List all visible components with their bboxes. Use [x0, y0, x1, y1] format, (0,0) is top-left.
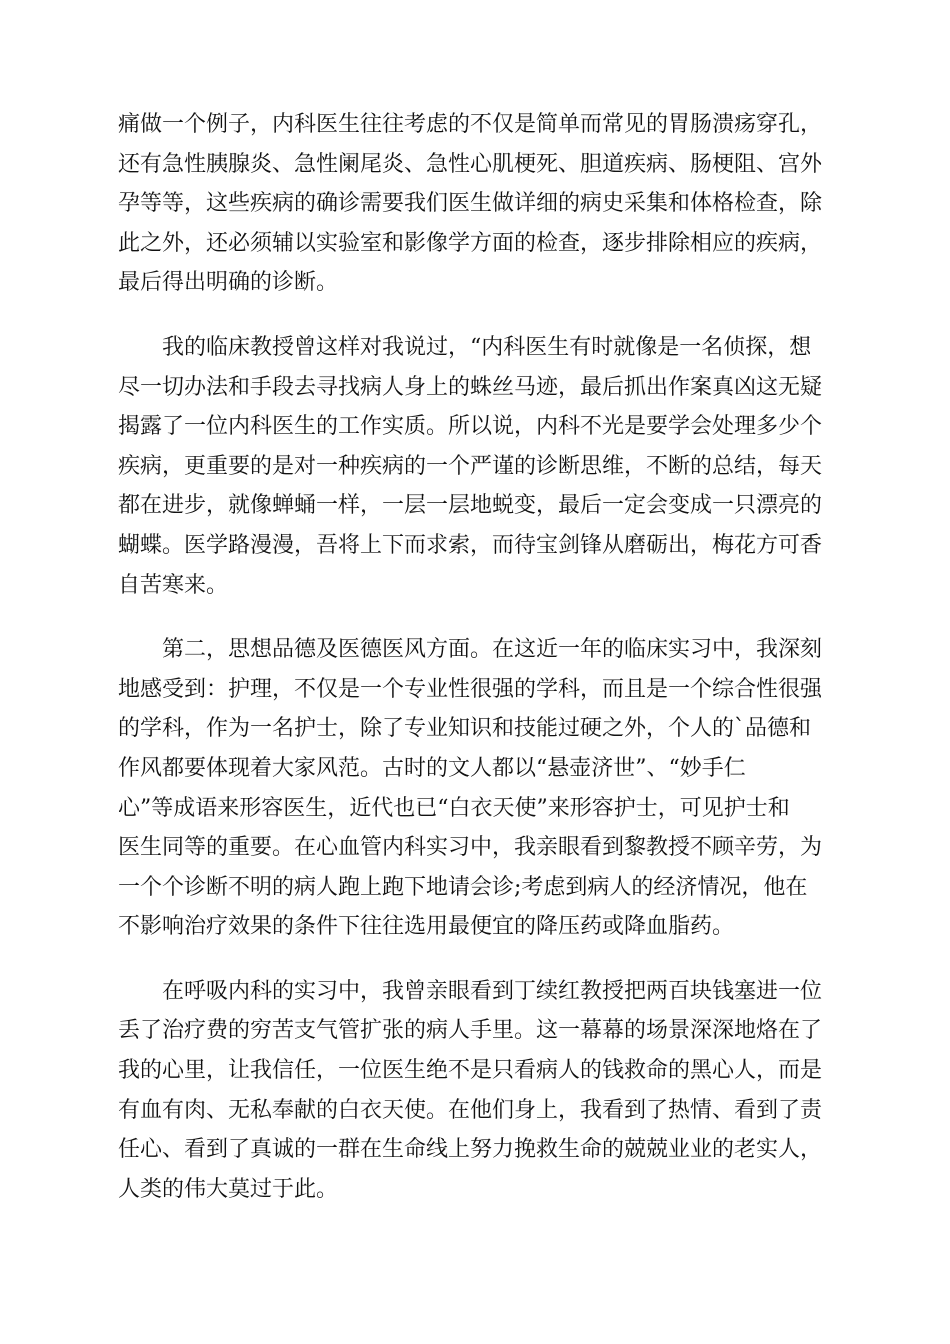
- text-line: 痛做一个例子，内科医生往往考虑的不仅是简单而常见的胃肠溃疡穿孔，: [118, 112, 823, 137]
- text-line: 地感受到：护理，不仅是一个专业性很强的学科，而且是一个综合性很强: [118, 676, 823, 702]
- text-line: 此之外，还必须辅以实验室和影像学方面的检查，逐步排除相应的疾病，: [118, 230, 823, 256]
- text-line: 我的临床教授曾这样对我说过，“内科医生有时就像是一名侦探，想: [162, 334, 812, 360]
- text-line: 第二，思想品德及医德医风方面。在这近一年的临床实习中，我深刻: [162, 637, 823, 663]
- document-body: [118, 105, 834, 1209]
- text-line: 疾病，更重要的是对一种疾病的一个严谨的诊断思维，不断的总结，每天: [118, 453, 823, 479]
- text-line: 人类的伟大莫过于此。: [118, 1176, 339, 1202]
- text-line: 有血有肉、无私奉献的白衣天使。在他们身上，我看到了热情、看到了责: [118, 1097, 823, 1123]
- text-line: 任心、看到了真诚的一群在生命线上努力挽救生命的兢兢业业的老实人，: [118, 1137, 823, 1163]
- paragraph-gap: [118, 947, 834, 972]
- text-line: 还有急性胰腺炎、急性阑尾炎、急性心肌梗死、胆道疾病、肠梗阻、宫外: [118, 151, 823, 177]
- text-line: 孕等等，这些疾病的确诊需要我们医生做详细的病史采集和体格检查，除: [118, 191, 823, 217]
- paragraph-2: [118, 328, 834, 605]
- text-line: 的学科，作为一名护士，除了专业知识和技能过硬之外，个人的`品德和: [118, 716, 812, 742]
- text-line: 心”等成语来形容医生，近代也已“白衣天使”来形容护士，可见护士和: [118, 795, 790, 821]
- text-line: 一个个诊断不明的病人跑上跑下地请会诊;考虑到病人的经济情况，他在: [118, 874, 808, 900]
- text-line: 我的心里，让我信任，一位医生绝不是只看病人的钱救命的黑心人，而是: [118, 1058, 823, 1084]
- text-line: 医生同等的重要。在心血管内科实习中，我亲眼看到黎教授不顾辛劳，为: [118, 835, 823, 861]
- text-line: 揭露了一位内科医生的工作实质。所以说，内科不光是要学会处理多少个: [118, 414, 823, 440]
- paragraph-gap: [118, 605, 834, 630]
- paragraph-1: [118, 105, 834, 303]
- paragraph-3: [118, 630, 834, 947]
- text-line: 最后得出明确的诊断。: [118, 270, 339, 296]
- text-line: 尽一切办法和手段去寻找病人身上的蛛丝马迹，最后抓出作案真凶这无疑: [118, 374, 823, 400]
- text-line: 自苦寒来。: [118, 572, 229, 598]
- paragraph-4: [118, 972, 834, 1210]
- text-line: 作风都要体现着大家风范。古时的文人都以“悬壶济世”、“妙手仁: [118, 755, 746, 781]
- text-line: 不影响治疗效果的条件下往往选用最便宜的降压药或降血脂药。: [118, 914, 735, 940]
- text-line: 丢了治疗费的穷苦支气管扩张的病人手里。这一幕幕的场景深深地烙在了: [118, 1018, 823, 1044]
- text-line: 都在进步，就像蝉蛹一样，一层一层地蜕变，最后一定会变成一只漂亮的: [118, 493, 823, 519]
- text-line: 在呼吸内科的实习中，我曾亲眼看到丁续红教授把两百块钱塞进一位: [162, 978, 823, 1004]
- paragraph-gap: [118, 303, 834, 328]
- text-line: 蝴蝶。医学路漫漫，吾将上下而求索，而待宝剑锋从磨砺出，梅花方可香: [118, 532, 823, 558]
